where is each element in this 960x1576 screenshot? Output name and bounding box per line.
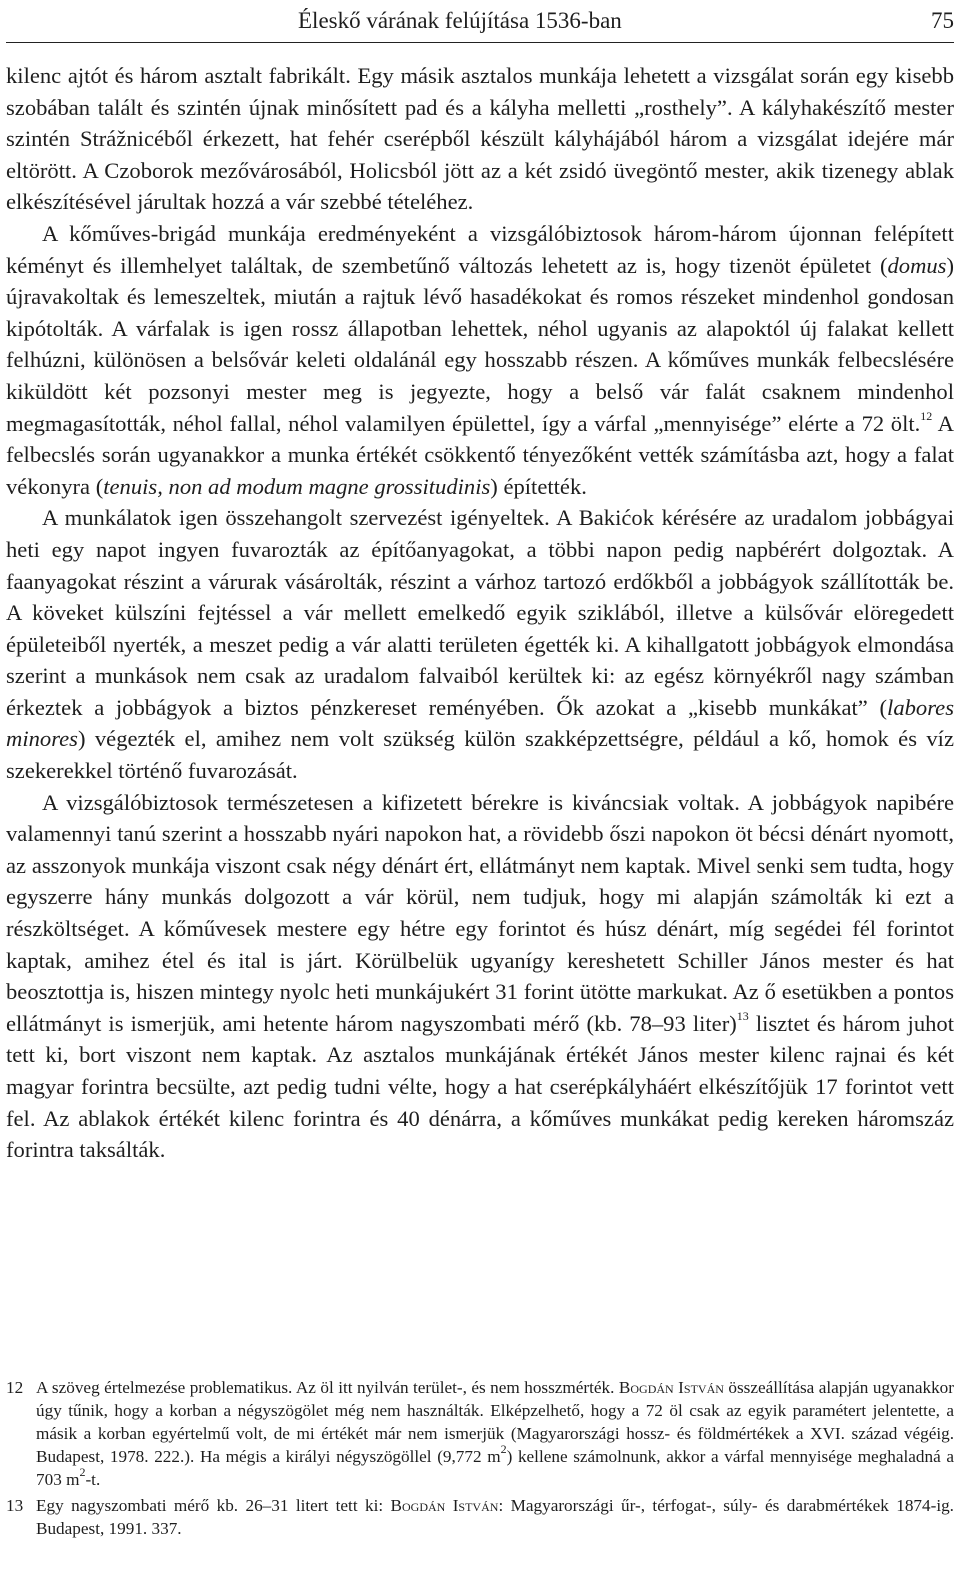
footnote-author: Bogdán István (618, 1378, 724, 1397)
paragraph-text: A vizsgálóbiztosok természetesen a kifizetett bérekre is kiváncsiak voltak. A jobbágyok napibére valamennyi tanú szerint a hosszabb nyári napokon hat, a rövidebb őszi napokon öt bécsi dénárt nyomott, az asszonyok munkája viszont csak négy dénárt ért, ellátmányt nem kaptak. Mivel senki sem tudta, hogy egyszerre hány munkás dolgozott a vár körül, nem tudjuk, hogy mi alapján számolták ki ezt a részköltséget. A kőművesek mestere egy hétre egy forintot és húsz dénárt, míg segédei fél forintot kaptak, amihez étel és ital is járt. Körülbelük ugyanígy kereshetett Schiller János mester és hat beosztottja is, hiszen mintegy nyolc heti munkájukért 31 forint ütötte markukat. Az ő esetükben a pontos ellátmányt is ismerjük, ami hetente három nagyszombati mérő (kb. 78–93 liter) (6, 789, 954, 1036)
paragraph-text: ) végezték el, amihez nem volt szükség külön szakképzettségre, például a kő, homok és víz szekerekkel történő fuvarozását. (6, 726, 954, 784)
latin-term: tenuis, non ad modum magne grossitudinis (103, 473, 491, 499)
footnote-ref[interactable]: 12 (920, 409, 933, 423)
footnote-number: 13 (6, 1496, 24, 1515)
footnote-text: Egy nagyszombati mérő kb. 26–31 litert tett ki: (36, 1496, 391, 1515)
paragraph-text: ) építették. (490, 473, 587, 499)
footnote-number: 12 (6, 1378, 24, 1397)
running-title: Éleskő várának felújítása 1536-ban (298, 8, 622, 33)
latin-term: labores minores (6, 694, 954, 752)
main-text (6, 60, 954, 1166)
footnote-text: A szöveg értelmezése problematikus. Az öl itt nyilván terület-, és nem hosszmérték. (36, 1378, 619, 1397)
paragraph (6, 502, 954, 786)
footnote-text: ) kellene számolnunk, akkor a várfal mennyisége meghaladná a 703 m (36, 1447, 954, 1489)
footnotes (6, 1376, 954, 1543)
paragraph-text: kilenc ajtót és három asztalt fabrikált. Egy másik asztalos munkája lehetett a vizsgálat során egy kisebb szobában talált és szintén újnak minősített pad és a kályha melletti „rosthely”. A kályhakészítő mester szintén Strážnicéből érkezett, hat fehér cserépből készült kályhájából három a vizsgálat idejére már eltörött. A Czoborok mezővárosából, Holicsból jött az a két zsidó üvegöntő mester, akik tizenegy ablak elkészítésével járultak hozzá a vár szebbé tételéhez. (6, 63, 954, 215)
paragraph (6, 218, 954, 502)
paragraph-text: A kőműves-brigád munkája eredményeként a vizsgálóbiztosok három-három újonnan felépített kéményt és illemhelyet találtak, de szembetűnő változás lehetett az is, hogy tizenöt épületet ( (6, 220, 954, 278)
paragraph (6, 60, 954, 218)
footnote (6, 1494, 954, 1540)
paragraph-text: A munkálatok igen összehangolt szervezést igényeltek. A Bakićok kérésére az uradalom jobbágyai heti egy napot ingyen fuvarozták az építőanyagokat, a többi napon pedig napbérért dolgoztak. A faanyagokat részint a várurak vásárolták, részint a várhoz tartozó erdőkből a jobbágyok szállították be. A köveket külszíni fejtéssel a vár mellett emelkedő egyik sziklából, illetve a külsővár elöregedett épületeiből nyerték, a meszet pedig a vár alatti területen égették ki. A kihallgatott jobbágyok elmondása szerint a munkások nem csak az uradalom falvaiból kerültek ki: az egész környékről nagy számban érkeztek a jobbágyok a biztos pénzkereset reményében. Ők azokat a „kisebb munkákat” ( (6, 505, 954, 720)
page-number: 75 (931, 8, 954, 33)
footnote-author: Bogdán István (390, 1496, 499, 1515)
footnote (6, 1376, 954, 1491)
footnote-ref[interactable]: 13 (736, 1009, 749, 1024)
paragraph-text: ) újravakoltak és lemeszeltek, miután a rajtuk lévő hasadékokat és romos részeket mindenhol gondosan kipótolták. A várfalak is igen rossz állapotban lehettek, néhol ugyanis az alapoktól új falakat kellett felhúzni, különösen a belsővár keleti oldalánál egy hosszabb részen. A kőműves munkák felbecslésére kiküldött két pozsonyi mester meg is jegyezte, hogy a belső vár falát csaknem mindenhol megmagasították, néhol fallal, néhol valamilyen épülettel, így a várfal „mennyisége” elérte a 72 ölt. (6, 252, 954, 436)
footnote-text: -t. (85, 1470, 101, 1489)
superscript: 2 (79, 1465, 86, 1480)
paragraph-text: lisztet és három juhot tett ki, bort viszont nem kaptak. Az asztalos munkájának értékét János mester kilenc rajnai és két magyar forintra becsülte, azt pedig tudni vélte, hogy a hat cserépkályháért elkészítőjük 17 forintot vett fel. Az ablakok értékét kilenc forintra és 40 dénárra, a kőműves munkákat pedig kereken háromszáz forintra taksálták. (6, 1010, 954, 1163)
footnote-text: összeállítása alapján ugyanakkor úgy tűnik, hogy a korban a négyszögölet még nem használták. Elképzelhető, hogy a 72 öl csak az egyik paramétert jelentette, a másik a korban egyértelmű volt, de mi értékét már nem ismerjük (Magyarországi hossz- és földmértékek a XVI. század végéig. Budapest, 1978. 222.). Ha mégis a királyi négyszögöllel (9,772 m (36, 1378, 954, 1466)
footnote-text: : Magyarországi űr-, térfogat-, súly- és darabmértékek 1874-ig. Budapest, 1991. 337. (36, 1496, 954, 1538)
superscript: 2 (500, 1442, 507, 1457)
paragraph (6, 787, 954, 1166)
latin-term: domus (887, 252, 947, 278)
running-header (6, 2, 954, 43)
paragraph-text: A felbecslés során ugyanakkor a munka értékét csökkentő tényezőként vették számításba azt, hogy a falat vékonyra ( (6, 410, 954, 499)
